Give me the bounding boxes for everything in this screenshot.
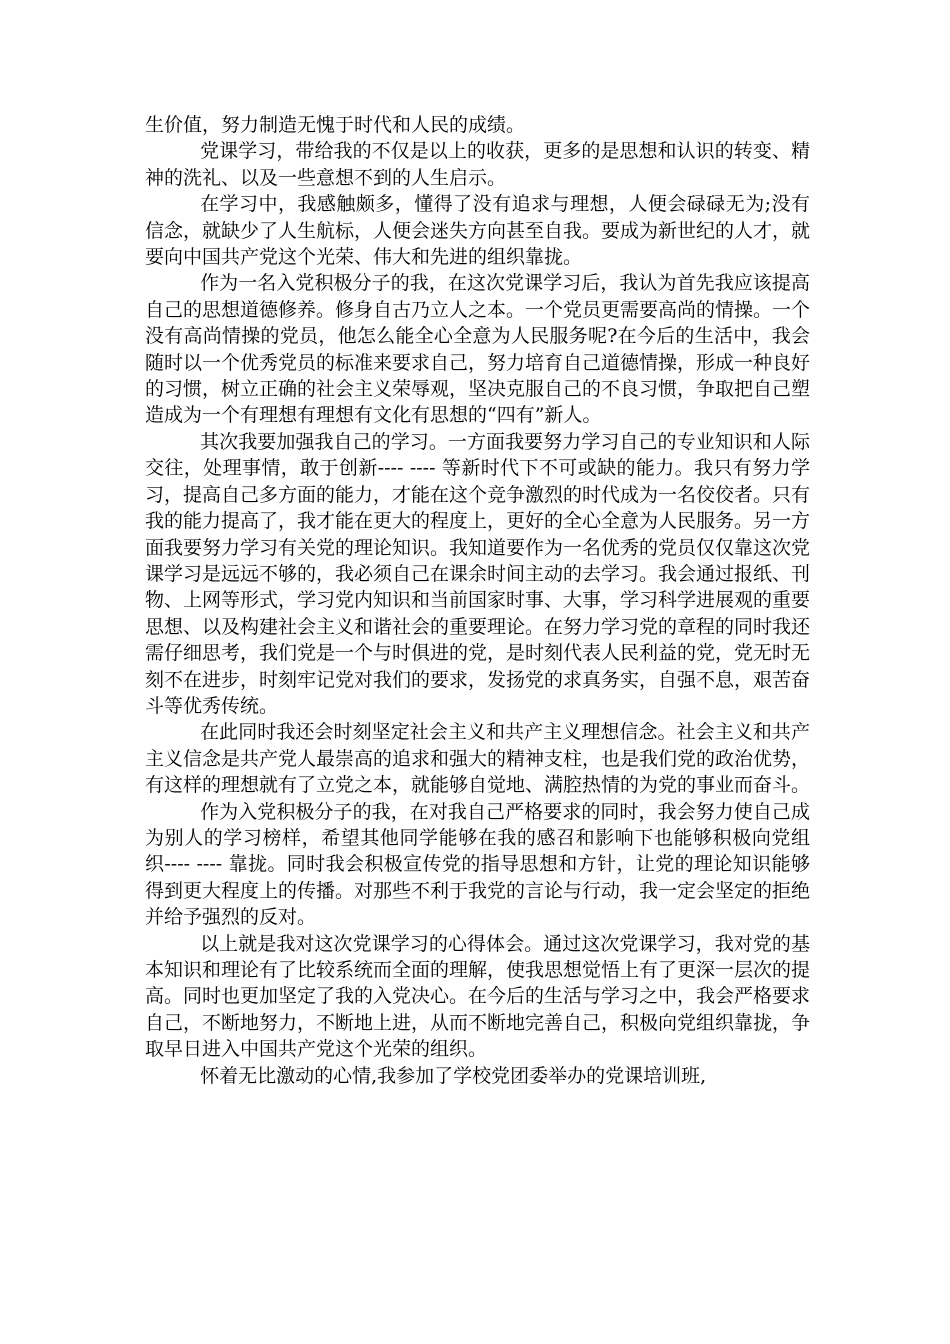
document-body	[145, 112, 810, 1089]
paragraph: 党课学习，带给我的不仅是以上的收获，更多的是思想和认识的转变、精神的洗礼、以及一些意想不到的人生启示。	[145, 140, 810, 189]
paragraph: 怀着无比激动的心情,我参加了学校党团委举办的党课培训班,	[200, 1064, 707, 1087]
paragraph: 其次我要加强我自己的学习。一方面我要努力学习自己的专业知识和人际交往，处理事情，敢于创新---- ---- 等新时代下不可或缺的能力。我只有努力学习，提高自己多方面的能力，才能在这个竞争激烈的时代成为一名佼佼者。只有我的能力提高了，我才能在更大的程度上，更好的全心全意为人民服务。另一方面我要努力学习有关党的理论知识。我知道要作为一名优秀的党员仅仅靠这次党课学习是远远不够的，我必须自己在课余时间主动的去学习。我会通过报纸、刊物、上网等形式，学习党内知识和当前国家时事、大事，学习科学进展观的重要思想、以及构建社会主义和谐社会的重要理论。在努力学习党的章程的同时我还需仔细思考，我们党是一个与时俱进的党，是时刻代表人民利益的党，党无时无刻不在进步，时刻牢记党对我们的要求，发扬党的求真务实，自强不息，艰苦奋斗等优秀传统。	[145, 430, 811, 717]
paragraph: 在此同时我还会时刻坚定社会主义和共产主义理想信念。社会主义和共产主义信念是共产党人最崇高的追求和强大的精神支柱，也是我们党的政治优势，有这样的理想就有了立党之本，就能够自觉地、满腔热情的为党的事业而奋斗。	[145, 721, 811, 797]
paragraph: 在学习中，我感触颇多，懂得了没有追求与理想，人便会碌碌无为;没有信念，就缺少了人生航标，人便会迷失方向甚至自我。要成为新世纪的人才，就要向中国共产党这个光荣、伟大和先进的组织靠拢。	[145, 193, 811, 269]
paragraph: 以上就是我对这次党课学习的心得体会。通过这次党课学习，我对党的基本知识和理论有了比较系统而全面的理解，使我思想觉悟上有了更深一层次的提高。同时也更加坚定了我的入党决心。在今后的生活与学习之中，我会严格要求自己，不断地努力，不断地上进，从而不断地完善自己，积极向党组织靠拢，争取早日进入中国共产党这个光荣的组织。	[145, 932, 811, 1061]
paragraph: 作为一名入党积极分子的我，在这次党课学习后，我认为首先我应该提高自己的思想道德修养。修身自古乃立人之本。一个党员更需要高尚的情操。一个没有高尚情操的党员，他怎么能全心全意为人民服务呢?在今后的生活中，我会随时以一个优秀党员的标准来要求自己，努力培育自己道德情操，形成一种良好的习惯，树立正确的社会主义荣辱观，坚决克服自己的不良习惯，争取把自己塑造成为一个有理想有理想有文化有思想的“四有”新人。	[145, 272, 811, 427]
paragraph-continuation: 生价值，努力制造无愧于时代和人民的成绩。	[145, 114, 526, 136]
paragraph: 作为入党积极分子的我，在对我自己严格要求的同时，我会努力使自己成为别人的学习榜样，希望其他同学能够在我的感召和影响下也能够积极向党组织---- ---- 靠拢。同时我会积极宣传党的指导思想和方针，让党的理论知识能够得到更大程度上的传播。对那些不利于我党的言论与行动，我一定会坚定的拒绝并给予强烈的反对。	[145, 800, 811, 929]
